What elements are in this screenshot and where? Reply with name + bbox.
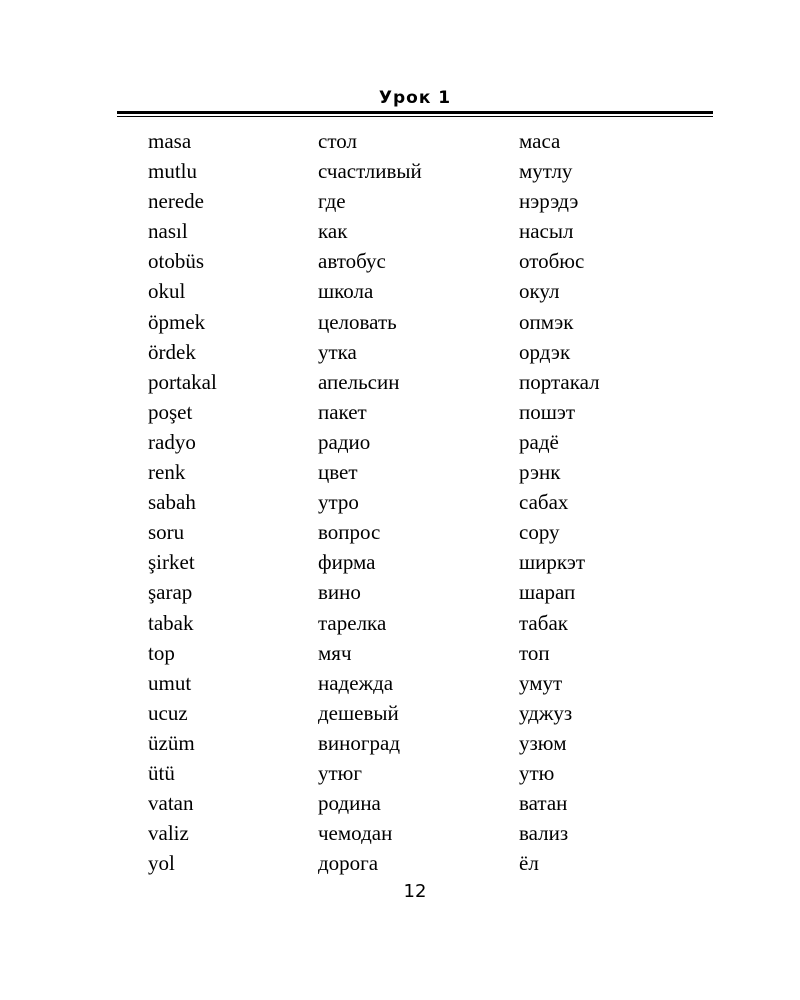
turkish-word: okul [148, 279, 186, 304]
cyrillic-transcription: ширкэт [519, 550, 586, 575]
vocabulary-row [148, 577, 708, 607]
turkish-word: yol [148, 851, 175, 876]
turkish-word: sabah [148, 490, 196, 515]
turkish-word: masa [148, 129, 192, 153]
vocabulary-row [148, 608, 708, 638]
russian-translation: автобус [318, 249, 386, 274]
turkish-word: soru [148, 520, 185, 545]
russian-translation: тарелка [318, 610, 387, 635]
header-rule-thin [117, 116, 713, 117]
vocabulary-row [148, 186, 708, 216]
cyrillic-transcription: насыл [519, 219, 574, 244]
cyrillic-transcription: маса [519, 129, 561, 153]
cyrillic-transcription: опмэк [519, 309, 574, 334]
russian-translation: вопрос [318, 520, 381, 545]
vocabulary-row [148, 668, 708, 698]
cyrillic-transcription: окул [519, 279, 560, 304]
turkish-word: şirket [148, 550, 195, 575]
turkish-word: ördek [148, 339, 196, 364]
cyrillic-transcription: пошэт [519, 399, 576, 424]
russian-translation: счастливый [318, 159, 422, 184]
cyrillic-transcription: умут [519, 670, 563, 695]
turkish-word: tabak [148, 610, 194, 635]
vocabulary-row [148, 216, 708, 246]
vocabulary-row [148, 698, 708, 728]
vocabulary-row [148, 427, 708, 457]
turkish-word: üzüm [148, 730, 195, 755]
vocabulary-row [148, 848, 708, 878]
russian-translation: пакет [318, 399, 367, 424]
cyrillic-transcription: топ [519, 640, 550, 665]
russian-translation: где [318, 189, 346, 214]
cyrillic-transcription: рэнк [519, 460, 561, 485]
cyrillic-transcription: шарап [519, 580, 576, 605]
page-number: 12 [403, 881, 427, 902]
vocabulary-row [148, 246, 708, 276]
turkish-word: umut [148, 670, 192, 695]
vocabulary-row [148, 337, 708, 367]
russian-translation: школа [318, 279, 374, 304]
turkish-word: mutlu [148, 159, 198, 184]
turkish-word: nasıl [148, 219, 188, 244]
cyrillic-transcription: табак [519, 610, 568, 635]
cyrillic-transcription: нэрэдэ [519, 189, 579, 214]
vocabulary-row [148, 307, 708, 337]
vocabulary-row [148, 517, 708, 547]
turkish-word: portakal [148, 369, 217, 394]
turkish-word: top [148, 640, 175, 665]
russian-translation: апельсин [318, 369, 400, 394]
russian-translation: вино [318, 580, 361, 605]
turkish-word: vatan [148, 791, 194, 816]
russian-translation: мяч [318, 640, 352, 665]
vocabulary-row [148, 367, 708, 397]
vocabulary-body [148, 126, 708, 878]
cyrillic-transcription: узюм [519, 730, 567, 755]
vocabulary-row [148, 818, 708, 848]
russian-translation: утюг [318, 760, 362, 785]
cyrillic-transcription: радё [519, 429, 559, 454]
vocabulary-row [148, 547, 708, 577]
cyrillic-transcription: сору [519, 520, 560, 545]
header-rule-thick [117, 111, 713, 114]
turkish-word: radyo [148, 429, 196, 454]
russian-translation: стол [318, 129, 357, 153]
cyrillic-transcription: ёл [519, 851, 539, 876]
russian-translation: утро [318, 490, 359, 515]
cyrillic-transcription: отобюс [519, 249, 585, 274]
lesson-title: Урок 1 [378, 88, 452, 108]
turkish-word: nerede [148, 189, 204, 214]
russian-translation: виноград [318, 730, 401, 755]
vocabulary-row [148, 638, 708, 668]
cyrillic-transcription: вализ [519, 821, 569, 846]
russian-translation: целовать [318, 309, 397, 334]
russian-translation: утка [318, 339, 357, 364]
turkish-word: ütü [148, 760, 175, 785]
russian-translation: родина [318, 791, 381, 816]
cyrillic-transcription: ватан [519, 791, 568, 816]
turkish-word: ucuz [148, 700, 188, 725]
turkish-word: poşet [148, 399, 193, 424]
russian-translation: дорога [318, 851, 379, 876]
russian-translation: цвет [318, 460, 358, 485]
cyrillic-transcription: уджуз [519, 700, 573, 725]
russian-translation: дешевый [318, 700, 399, 725]
vocabulary-row [148, 758, 708, 788]
cyrillic-transcription: ордэк [519, 339, 571, 364]
russian-translation: радио [318, 429, 371, 454]
russian-translation: надежда [318, 670, 394, 695]
vocabulary-row [148, 276, 708, 306]
turkish-word: şarap [148, 580, 193, 605]
vocabulary-row [148, 397, 708, 427]
vocabulary-row [148, 728, 708, 758]
cyrillic-transcription: сабах [519, 490, 569, 515]
turkish-word: öpmek [148, 309, 206, 334]
vocabulary-row [148, 126, 708, 156]
vocabulary-row [148, 487, 708, 517]
vocabulary-row [148, 788, 708, 818]
russian-translation: фирма [318, 550, 376, 575]
vocabulary-row [148, 457, 708, 487]
cyrillic-transcription: портакал [519, 369, 600, 394]
russian-translation: как [318, 219, 348, 244]
vocabulary-row [148, 156, 708, 186]
vocabulary-table [148, 126, 708, 878]
turkish-word: renk [148, 460, 186, 485]
cyrillic-transcription: утю [519, 760, 555, 785]
russian-translation: чемодан [318, 821, 393, 846]
turkish-word: valiz [148, 821, 189, 846]
turkish-word: otobüs [148, 249, 205, 274]
cyrillic-transcription: мутлу [519, 159, 573, 184]
